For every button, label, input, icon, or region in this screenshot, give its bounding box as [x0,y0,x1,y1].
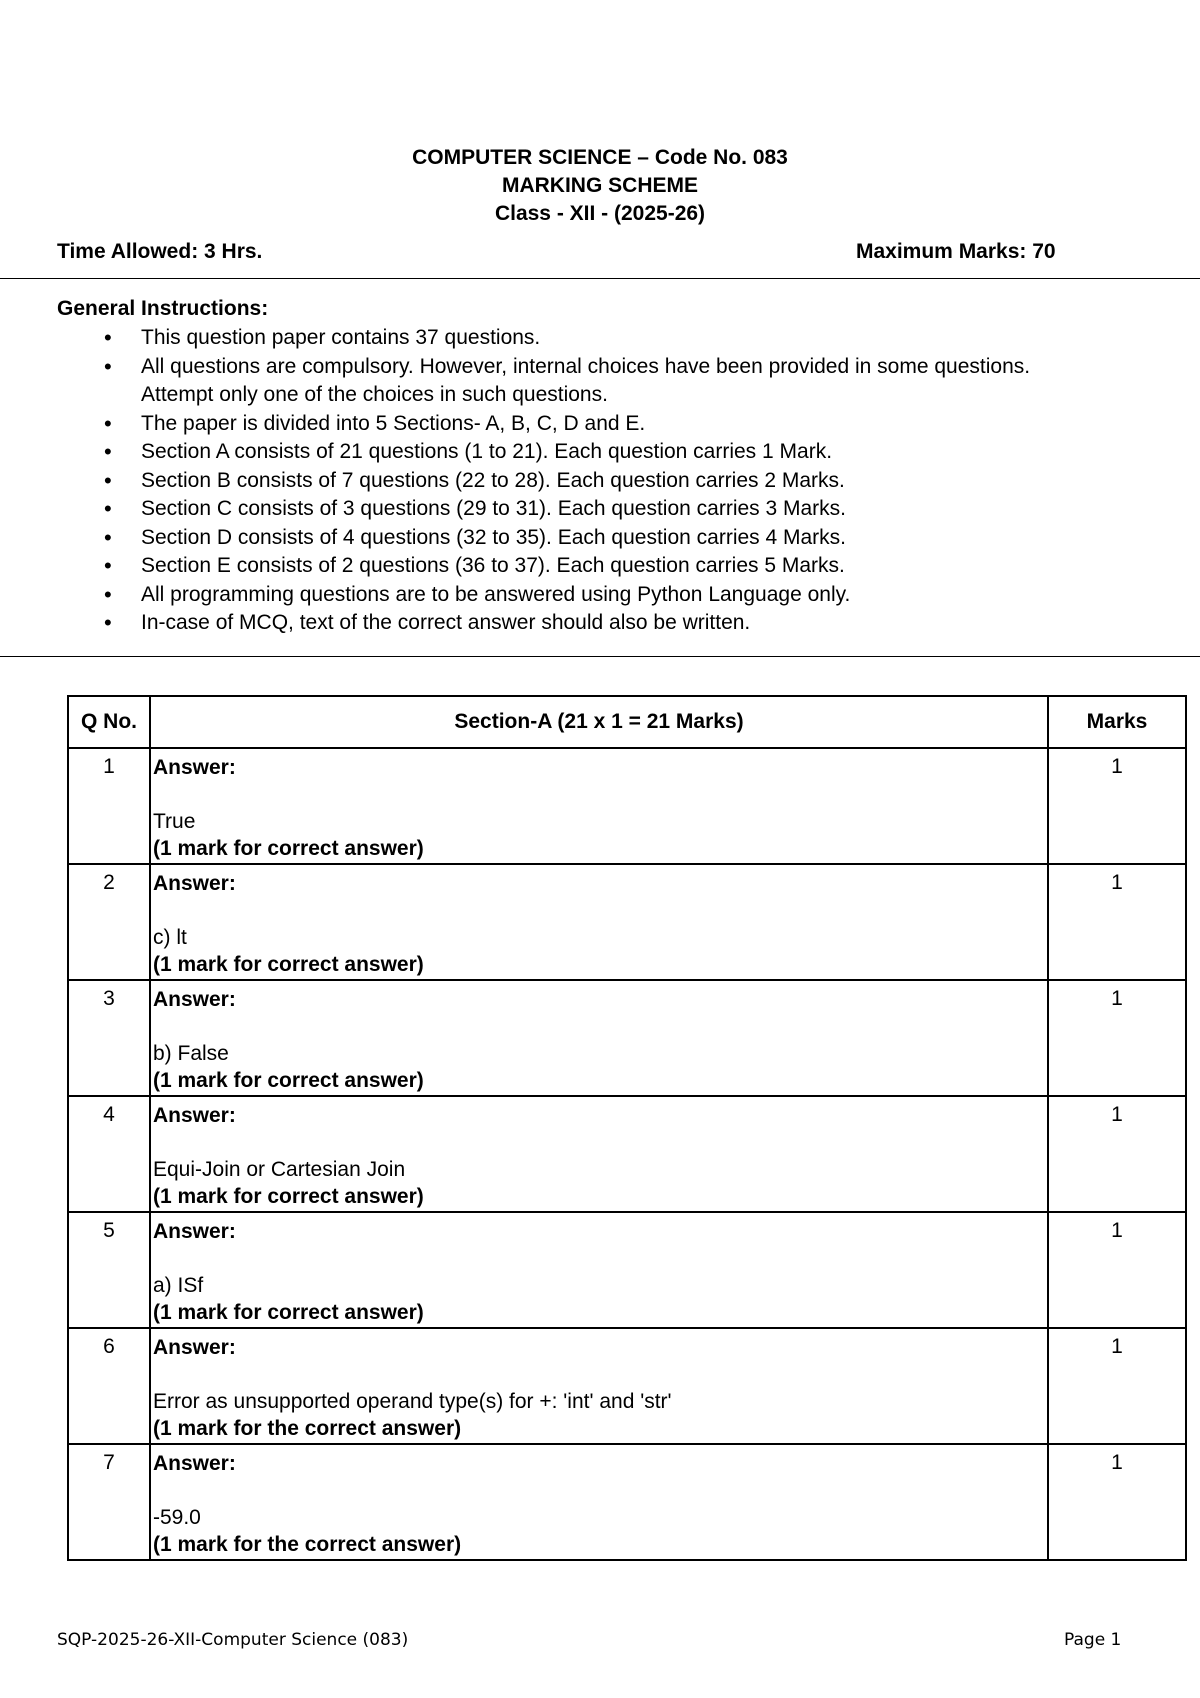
answer-text: Equi-Join or Cartesian Join [153,1158,406,1181]
instruction-item: • Section C consists of 3 questions (29 to 31). Each question carries 3 Marks. [0,495,1071,524]
answer-text: c) lt [153,926,187,949]
table-row [68,864,1186,980]
answer-cell [150,980,1048,1096]
paper-subtitle: MARKING SCHEME [501,174,698,197]
divider-bottom [0,656,1200,657]
answer-label: Answer: [153,872,236,895]
question-number: 4 [68,1096,150,1212]
marking-scheme-table [67,695,1187,1561]
header-qno: Q No. [68,696,150,748]
table-row [68,980,1186,1096]
answer-cell [150,1328,1048,1444]
question-number: 7 [68,1444,150,1560]
answer-label: Answer: [153,1452,236,1475]
answer-label: Answer: [153,988,236,1011]
answer-label: Answer: [153,756,236,779]
footer-page-number: Page 1 [1064,1630,1122,1650]
table-row [68,1096,1186,1212]
time-allowed: Time Allowed: 3 Hrs. [57,240,263,263]
answer-label: Answer: [153,1104,236,1127]
instruction-item: • Section B consists of 7 questions (22 to 28). Each question carries 2 Marks. [0,467,1071,496]
marks-cell: 1 [1048,1444,1186,1560]
instruction-item: • Section E consists of 2 questions (36 to 37). Each question carries 5 Marks. [0,552,1071,581]
paper-title: COMPUTER SCIENCE – Code No. 083 [412,146,788,169]
maximum-marks: Maximum Marks: 70 [856,240,1056,263]
marks-cell: 1 [1048,748,1186,864]
answer-label: Answer: [153,1336,236,1359]
marking-note: (1 mark for correct answer) [153,837,424,860]
question-number: 1 [68,748,150,864]
header-section: Section-A (21 x 1 = 21 Marks) [150,696,1048,748]
table-row [68,1212,1186,1328]
marks-cell: 1 [1048,864,1186,980]
instruction-item: • Section A consists of 21 questions (1 to 21). Each question carries 1 Mark. [0,438,1071,467]
answer-text: a) ISf [153,1274,204,1297]
instruction-item: • In-case of MCQ, text of the correct answer should also be written. [0,609,1071,638]
marking-note: (1 mark for correct answer) [153,1185,424,1208]
marking-note: (1 mark for correct answer) [153,953,424,976]
answer-cell [150,1444,1048,1560]
table-header-row [68,696,1186,748]
divider-top [0,278,1200,279]
table-row [68,748,1186,864]
table-row [68,1328,1186,1444]
instruction-item: • All programming questions are to be answered using Python Language only. [0,581,1071,610]
question-number: 2 [68,864,150,980]
instructions-title: General Instructions: [57,297,269,320]
footer-document-code: SQP-2025-26-XII-Computer Science (083) [57,1630,409,1650]
marking-note: (1 mark for correct answer) [153,1069,424,1092]
answer-cell [150,748,1048,864]
marks-cell: 1 [1048,980,1186,1096]
marking-note: (1 mark for the correct answer) [153,1417,462,1440]
class-line: Class - XII - (2025-26) [494,202,706,225]
question-number: 3 [68,980,150,1096]
instruction-item: • The paper is divided into 5 Sections- A, B, C, D and E. [0,410,1071,439]
marking-note: (1 mark for correct answer) [153,1301,424,1324]
instruction-item: • This question paper contains 37 questions. [0,324,1071,353]
question-number: 6 [68,1328,150,1444]
question-number: 5 [68,1212,150,1328]
table-row [68,1444,1186,1560]
answer-text: True [153,810,196,833]
answer-cell [150,1212,1048,1328]
answer-label: Answer: [153,1220,236,1243]
marks-cell: 1 [1048,1328,1186,1444]
header-marks: Marks [1048,696,1186,748]
marking-note: (1 mark for the correct answer) [153,1533,462,1556]
answer-text: Error as unsupported operand type(s) for +: 'int' and 'str' [153,1390,672,1413]
marks-cell: 1 [1048,1096,1186,1212]
answer-text: b) False [153,1042,229,1065]
instruction-item: • Section D consists of 4 questions (32 to 35). Each question carries 4 Marks. [0,524,1071,553]
instructions-list [0,324,1071,638]
marks-cell: 1 [1048,1212,1186,1328]
answer-cell [150,864,1048,980]
instruction-item: • All questions are compulsory. However, internal choices have been provided in some questions. Attempt only one of the choices in such questions. [0,353,1071,410]
answer-text: -59.0 [153,1506,201,1529]
answer-cell [150,1096,1048,1212]
